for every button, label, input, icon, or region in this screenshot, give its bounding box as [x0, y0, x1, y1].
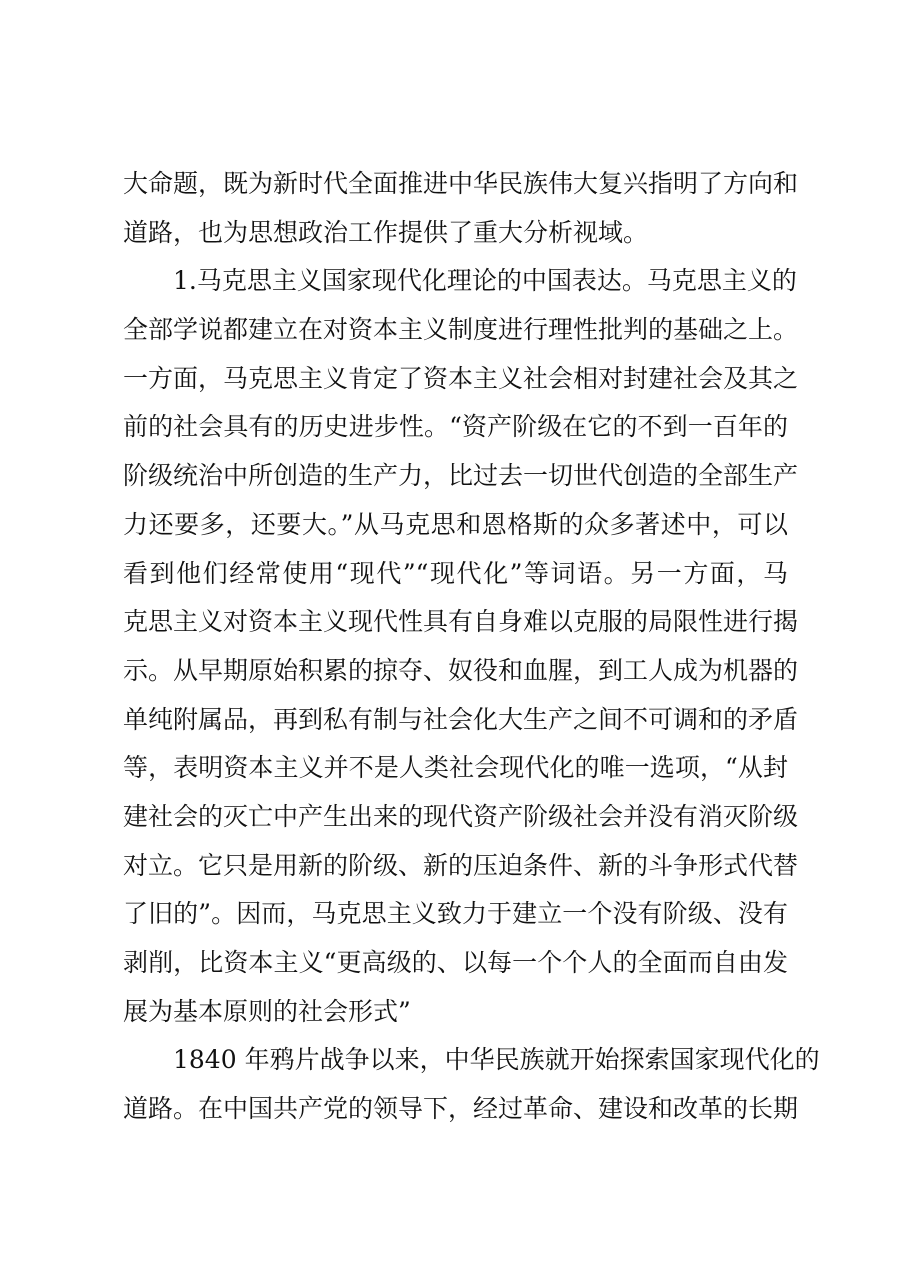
text-line: 剥削，比资本主义“更高级的、以每一个个人的全面而自由发: [123, 948, 788, 977]
text-line: 对立。它只是用新的阶级、新的压迫条件、新的斗争形式代替: [123, 850, 799, 880]
text-line: 看到他们经常使用“现代”“现代化”等词语。另一方面，马: [123, 558, 788, 588]
text-line: 展为基本原则的社会形式”: [123, 996, 411, 1026]
text-line: 了旧的”。因而，马克思主义致力于建立一个没有阶级、没有: [123, 899, 788, 929]
text-line: 一方面，马克思主义肯定了资本主义社会相对封建社会及其之: [123, 363, 799, 393]
text-line: 道路。在中国共产党的领导下，经过革命、建设和改革的长期: [123, 1094, 799, 1124]
text-line: 全部学说都建立在对资本主义制度进行理性批判的基础之上。: [123, 315, 799, 345]
paragraph: [123, 160, 799, 257]
text-line: 力还要多，还要大。”从马克思和恩格斯的众多著述中，可以: [123, 509, 788, 539]
text-line: 1840 年鸦片战争以来，中华民族就开始探索国家现代化的: [173, 1045, 820, 1075]
paragraph: [123, 257, 799, 1036]
text-line: 等，表明资本主义并不是人类社会现代化的唯一选项，“从封: [123, 753, 788, 783]
text-line: 阶级统治中所创造的生产力，比过去一切世代创造的全部生产: [123, 461, 799, 491]
text-line: 单纯附属品，再到私有制与社会化大生产之间不可调和的矛盾: [123, 704, 799, 734]
text-line: 建社会的灭亡中产生出来的现代资产阶级社会并没有消灭阶级: [123, 801, 799, 831]
text-line: 道路，也为思想政治工作提供了重大分析视域。: [123, 217, 649, 247]
text-line: 示。从早期原始积累的掠夺、奴役和血腥，到工人成为机器的: [123, 655, 799, 685]
text-line: 克思主义对资本主义现代性具有自身难以克服的局限性进行揭: [123, 607, 799, 637]
text-line: 前的社会具有的历史进步性。“资产阶级在它的不到一百年的: [123, 412, 788, 442]
text-line: 大命题，既为新时代全面推进中华民族伟大复兴指明了方向和: [123, 169, 799, 198]
text-line: 1.马克思主义国家现代化理论的中国表达。马克思主义的: [173, 266, 797, 296]
paragraph: [123, 1036, 820, 1133]
document-body: [123, 160, 820, 1134]
